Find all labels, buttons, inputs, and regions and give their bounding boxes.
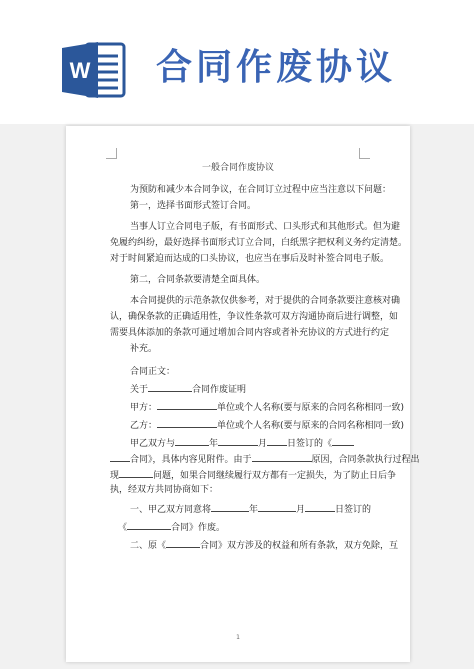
blank-field [110, 452, 130, 462]
text-line [130, 382, 246, 396]
text-fragment: 年 [209, 439, 219, 449]
text-fragment: 原因，合同条款执行过程出 [311, 455, 420, 465]
blank-field [332, 436, 354, 446]
text-fragment: 合同作废证明 [192, 385, 247, 395]
text-line [130, 418, 404, 432]
text-fragment: 甲方： [130, 403, 158, 413]
text-fragment: 一、甲乙双方同意将 [130, 505, 212, 515]
text-line: 本合同提供的示范条款仅供参考，对于提供的合同条款要注意核对确 [130, 296, 401, 306]
header-banner [0, 0, 474, 124]
text-fragment: 乙方： [130, 421, 158, 431]
text-fragment: 《 [118, 523, 128, 533]
text-line: 第一，选择书面形式签订合同。 [130, 201, 257, 211]
blank-field [175, 436, 209, 446]
contract-body-label: 合同正文： [130, 367, 176, 377]
text-line: 执，经双方共同协商如下： [110, 485, 219, 495]
text-line: 对于时间紧迫而达成的口头协议，也应当在事后及时补签合同电子版。 [110, 254, 390, 264]
blank-field [166, 538, 200, 548]
text-fragment: 月 [258, 439, 268, 449]
text-line: 需要具体添加的条款可通过增加合同内容或者补充协议的方式进行约定 [110, 328, 390, 338]
text-fragment: 合同》作废。 [171, 523, 226, 533]
text-fragment: 合同》双方涉及的权益和所有条款，双方免除，互 [200, 541, 399, 551]
page-number: 1 [236, 634, 240, 641]
text-line [118, 520, 225, 534]
blank-field [119, 468, 153, 478]
text-line: 为预防和减少本合同争议，在合同订立过程中应当注意以下问题： [130, 185, 392, 195]
text-line: 第二，合同条款要清楚全面具体。 [130, 275, 266, 285]
blank-field [305, 502, 335, 512]
text-fragment: 甲乙双方与 [130, 439, 176, 449]
blank-field [157, 400, 217, 410]
text-fragment: 问题，如果合同继续履行双方都有一定损失，为了防止日后争 [153, 471, 397, 481]
blank-field [252, 452, 312, 462]
blank-field [258, 502, 296, 512]
text-fragment: 日签订的《 [287, 439, 333, 449]
document-page [66, 126, 420, 662]
text-fragment: 现 [110, 471, 120, 481]
text-fragment: 单位或个人名称(要与原来的合同名称相同一致) [217, 421, 405, 431]
text-line: 补充。 [130, 344, 158, 354]
text-line [130, 502, 371, 516]
banner-title: 合同作废协议 [156, 47, 397, 88]
ms-word-icon [62, 40, 126, 100]
text-fragment: 合同》，具体内容见附件。由于 [130, 455, 252, 465]
text-line [130, 436, 354, 450]
text-fragment: 关于 [130, 385, 149, 395]
blank-field [267, 436, 287, 446]
crop-mark-top-left [106, 148, 117, 159]
text-line [130, 400, 404, 414]
text-fragment: 二、原《 [130, 541, 167, 551]
text-fragment: 月 [296, 505, 306, 515]
crop-mark-top-right [359, 148, 370, 159]
text-fragment: 年 [249, 505, 259, 515]
text-fragment: 日签订的 [335, 505, 372, 515]
text-line [110, 468, 396, 482]
blank-field [148, 382, 192, 392]
document-heading: 一般合同作废协议 [201, 163, 274, 173]
text-line: 认，确保条款的正确适用性，争议性条款可双方沟通协商后进行调整，如 [110, 312, 399, 322]
word-logo-letter: W [69, 58, 91, 83]
text-line: 免履约纠纷，最好选择书面形式订立合同，白纸黑字把权利义务约定清楚。 [110, 238, 408, 248]
blank-field [157, 418, 217, 428]
text-fragment: 单位或个人名称(要与原来的合同名称相同一致) [217, 403, 405, 413]
blank-field [218, 436, 258, 446]
text-line: 当事人订立合同电子版，有书面形式、口头形式和其他形式。但为避 [130, 222, 401, 232]
blank-field [211, 502, 249, 512]
text-line [110, 452, 420, 466]
blank-field [127, 520, 171, 530]
text-line [130, 538, 398, 552]
